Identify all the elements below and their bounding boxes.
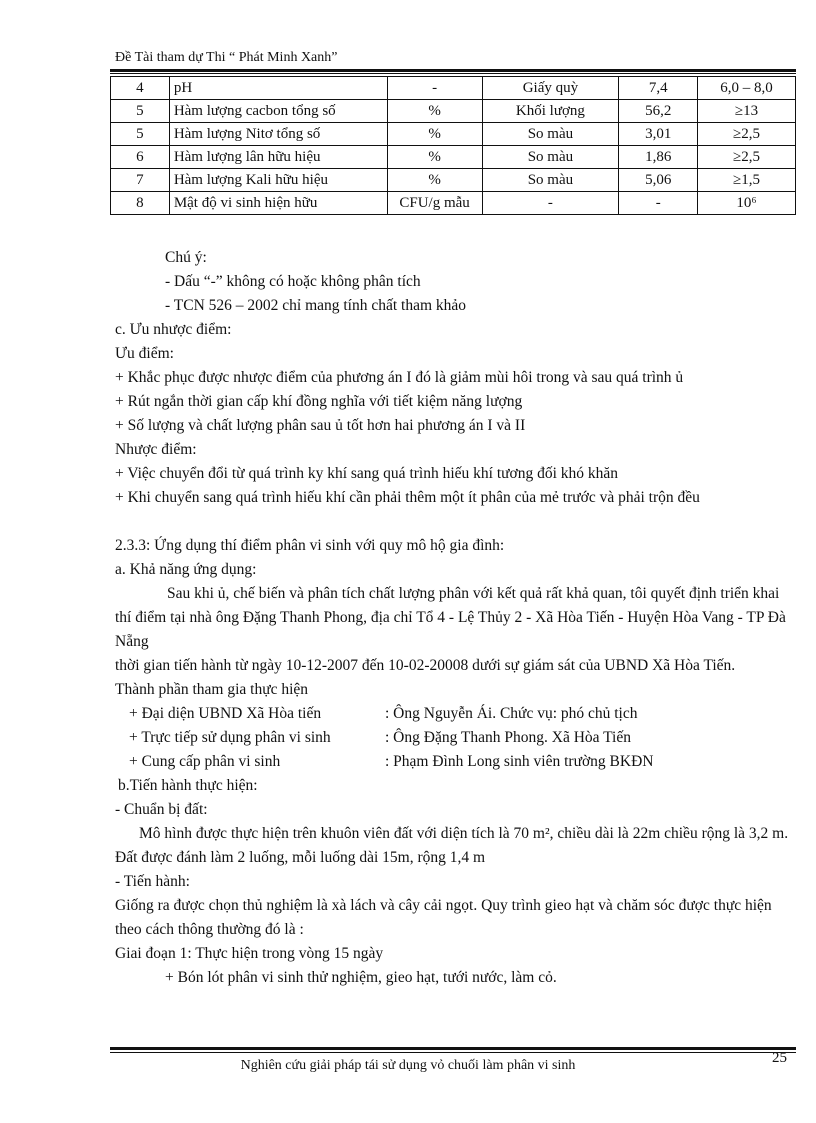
disadvantage-item: + Khi chuyển sang quá trình hiếu khí cần phải thêm một ít phân của mẻ trước và phải trộn đều	[115, 489, 700, 506]
table-row	[111, 146, 796, 169]
cell-index: 5	[111, 123, 170, 146]
cell-index: 6	[111, 146, 170, 169]
disadvantage-item: + Việc chuyển đổi từ quá trình ky khí sang quá trình hiếu khí tương đối khó khăn	[115, 465, 619, 482]
cell-parameter: Mật độ vi sinh hiện hữu	[169, 192, 387, 215]
participant-row	[115, 726, 795, 750]
cell-unit: -	[387, 77, 482, 100]
paragraph: Sau khi ủ, chế biến và phân tích chất lượng phân với kết quả rất khả quan, tôi quyết định triển khai thí điểm tại nhà ông Đặng Thanh Phong, địa chỉ Tổ 4 - Lệ Thủy 2 - Xã Hòa Tiến - Huyện Hòa Vang - TP Đà Nẵng	[115, 585, 786, 650]
cell-index: 7	[111, 169, 170, 192]
cell-standard: 6,0 – 8,0	[698, 77, 796, 100]
footer-title: Nghiên cứu giải pháp tái sử dụng vỏ chuối làm phân vi sinh	[240, 1058, 576, 1073]
header-rule-thick	[110, 69, 796, 72]
header-rule-thin	[110, 73, 796, 74]
table-row	[111, 100, 796, 123]
paragraph: thời gian tiến hành từ ngày 10-12-2007 đến 10-02-20008 dưới sự giám sát của UBND Xã Hòa Tiến.	[115, 657, 736, 674]
section-heading: c. Ưu nhược điểm:	[115, 321, 232, 338]
advantage-item: + Số lượng và chất lượng phân sau ủ tốt hơn hai phương án I và II	[115, 417, 526, 434]
cell-parameter: Hàm lượng Nitơ tổng số	[169, 123, 387, 146]
cell-result: 56,2	[619, 100, 698, 123]
note-line: - Dấu “-” không có hoặc không phân tích	[165, 273, 421, 290]
cell-result: 5,06	[619, 169, 698, 192]
cell-standard: ≥2,5	[698, 146, 796, 169]
participants-title: Thành phần tham gia thực hiện	[115, 681, 309, 698]
participant-role: + Trực tiếp sử dụng phân vi sinh	[129, 729, 331, 746]
cell-method: Giấy quỳ	[482, 77, 619, 100]
footer-rule-thin	[110, 1052, 796, 1053]
cell-result: 1,86	[619, 146, 698, 169]
cell-standard: 10⁶	[698, 192, 796, 215]
body-content	[115, 246, 795, 990]
item-title: - Chuẩn bị đất:	[115, 801, 208, 818]
participant-person: : Phạm Đình Long sinh viên trường BKĐN	[385, 753, 654, 770]
participant-person: : Ông Nguyễn Ái. Chức vụ: phó chủ tịch	[385, 705, 638, 722]
cell-result: 7,4	[619, 77, 698, 100]
paragraph: Mô hình được thực hiện trên khuôn viên đất với diện tích là 70 m², chiều dài là 22m chiều rộng là 3,2 m.	[139, 825, 789, 842]
cell-standard: ≥1,5	[698, 169, 796, 192]
section-heading: 2.3.3: Ứng dụng thí điểm phân vi sinh với quy mô hộ gia đình:	[115, 537, 505, 554]
cell-index: 8	[111, 192, 170, 215]
stage-item: + Bón lót phân vi sinh thử nghiệm, gieo hạt, tưới nước, làm cỏ.	[165, 969, 557, 986]
advantages-title: Ưu điểm:	[115, 345, 174, 362]
participant-role: + Cung cấp phân vi sinh	[129, 753, 281, 770]
analysis-table	[110, 76, 796, 215]
cell-method: So màu	[482, 169, 619, 192]
cell-parameter: Hàm lượng lân hữu hiệu	[169, 146, 387, 169]
note-title: Chú ý:	[165, 249, 207, 266]
cell-index: 4	[111, 77, 170, 100]
cell-method: Khối lượng	[482, 100, 619, 123]
advantage-item: + Khắc phục được nhược điểm của phương án I đó là giảm mùi hôi trong và sau quá trình ủ	[115, 369, 684, 386]
note-line: - TCN 526 – 2002 chỉ mang tính chất tham khảo	[165, 297, 467, 314]
disadvantages-title: Nhược điểm:	[115, 441, 197, 458]
cell-parameter: pH	[169, 77, 387, 100]
paragraph: Giống ra được chọn thủ nghiệm là xà lách và cây cải ngọt. Quy trình gieo hạt và chăm sóc được thực hiện theo cách thông thường đó là :	[115, 897, 772, 938]
cell-unit: CFU/g mẫu	[387, 192, 482, 215]
cell-result: -	[619, 192, 698, 215]
cell-unit: %	[387, 123, 482, 146]
page-number: 25	[772, 1050, 787, 1066]
participant-row	[115, 750, 795, 774]
cell-standard: ≥2,5	[698, 123, 796, 146]
item-title: - Tiến hành:	[115, 873, 190, 890]
spacer	[115, 510, 795, 534]
header-title: Đề Tài tham dự Thi “ Phát Minh Xanh”	[115, 50, 338, 65]
participant-role: + Đại diện UBND Xã Hòa tiến	[129, 705, 322, 722]
cell-parameter: Hàm lượng cacbon tổng số	[169, 100, 387, 123]
cell-method: So màu	[482, 123, 619, 146]
cell-method: -	[482, 192, 619, 215]
cell-parameter: Hàm lượng Kali hữu hiệu	[169, 169, 387, 192]
participant-person: : Ông Đặng Thanh Phong. Xã Hòa Tiến	[385, 729, 631, 746]
table-row	[111, 169, 796, 192]
cell-unit: %	[387, 100, 482, 123]
cell-result: 3,01	[619, 123, 698, 146]
footer-rule-thick	[110, 1047, 796, 1050]
advantage-item: + Rút ngắn thời gian cấp khí đồng nghĩa với tiết kiệm năng lượng	[115, 393, 523, 410]
cell-unit: %	[387, 169, 482, 192]
cell-unit: %	[387, 146, 482, 169]
stage-title: Giai đoạn 1: Thực hiện trong vòng 15 ngày	[115, 945, 384, 962]
participant-row	[115, 702, 795, 726]
cell-index: 5	[111, 100, 170, 123]
subsection-heading: a. Khả năng ứng dụng:	[115, 561, 257, 578]
paragraph: Đất được đánh làm 2 luống, mỗi luống dài 15m, rộng 1,4 m	[115, 849, 486, 866]
table-row	[111, 192, 796, 215]
subsection-heading: b.Tiến hành thực hiện:	[118, 777, 258, 794]
cell-method: So màu	[482, 146, 619, 169]
table-row	[111, 77, 796, 100]
cell-standard: ≥13	[698, 100, 796, 123]
table-row	[111, 123, 796, 146]
